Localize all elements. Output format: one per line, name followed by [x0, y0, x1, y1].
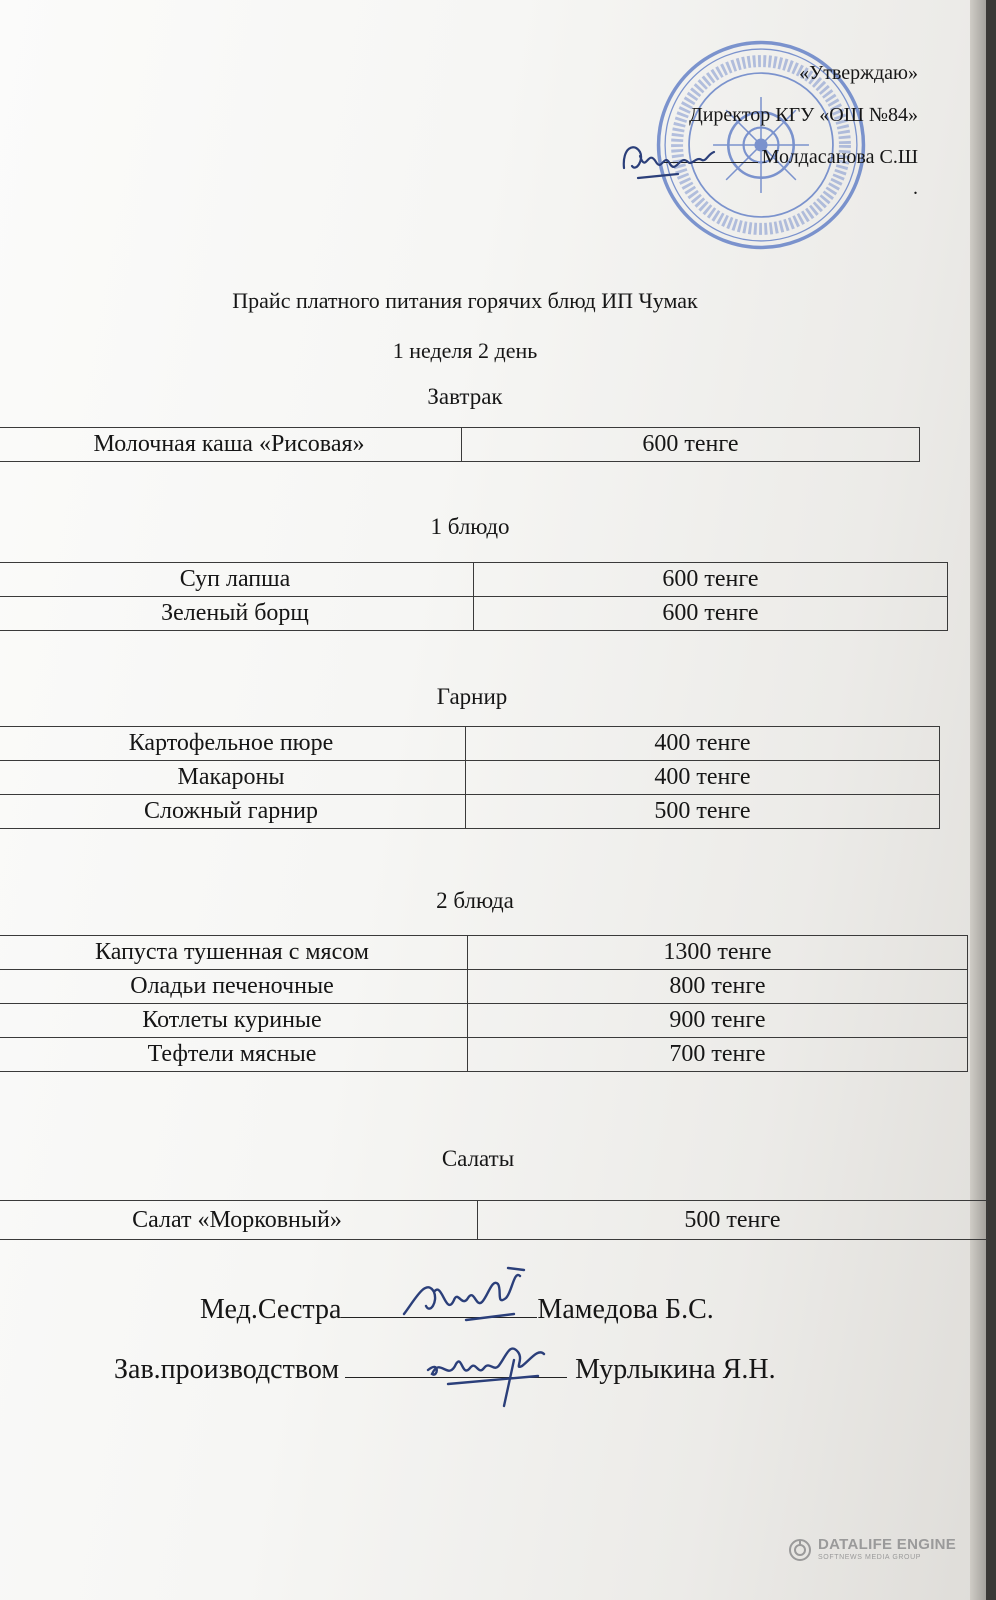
- item-name: Котлеты куриные: [0, 1004, 468, 1038]
- item-price: 500 тенге: [478, 1201, 988, 1240]
- item-name: Тефтели мясные: [0, 1038, 468, 1072]
- director-title: Директор КГУ «ОШ №84»: [689, 104, 918, 126]
- section-heading-breakfast: Завтрак: [427, 384, 503, 409]
- production-role: Зав.производством: [114, 1354, 340, 1385]
- production-name: Мурлыкина Я.Н.: [575, 1354, 776, 1385]
- table-breakfast: [0, 427, 920, 462]
- watermark-sub: SOFTNEWS MEDIA GROUP: [818, 1554, 922, 1561]
- section-heading-salads: Салаты: [441, 1146, 515, 1171]
- item-price: 400 тенге: [466, 761, 940, 795]
- table-row: [0, 727, 940, 761]
- item-name: Молочная каша «Рисовая»: [0, 428, 462, 462]
- production-signature: [418, 1330, 568, 1420]
- item-name: Сложный гарнир: [0, 795, 466, 829]
- table-garnish: [0, 726, 940, 829]
- item-price: 400 тенге: [466, 727, 940, 761]
- item-price: 900 тенге: [468, 1004, 968, 1038]
- watermark-name: DATALIFE ENGINE: [818, 1536, 957, 1553]
- director-name: Молдасанова С.Ш: [761, 146, 918, 168]
- table-row: [0, 597, 948, 631]
- datalife-logo-icon: [788, 1538, 812, 1562]
- item-name: Картофельное пюре: [0, 727, 466, 761]
- item-price: 500 тенге: [466, 795, 940, 829]
- page-subtitle: 1 неделя 2 день: [392, 338, 538, 363]
- section-heading-garnish: Гарнир: [436, 684, 508, 709]
- item-name: Капуста тушенная с мясом: [0, 936, 468, 970]
- item-name: Зеленый борщ: [0, 597, 474, 631]
- nurse-role: Мед.Сестра: [200, 1294, 342, 1325]
- section-heading-second-course: 2 блюда: [436, 888, 514, 913]
- item-price: 600 тенге: [462, 428, 920, 462]
- item-price: 700 тенге: [468, 1038, 968, 1072]
- item-price: 600 тенге: [474, 563, 948, 597]
- page-title: Прайс платного питания горячих блюд ИП Чумак: [232, 288, 698, 313]
- director-signature: [618, 134, 728, 190]
- table-salads: [0, 1200, 988, 1240]
- item-price: 800 тенге: [468, 970, 968, 1004]
- item-price: 600 тенге: [474, 597, 948, 631]
- table-row: [0, 1038, 968, 1072]
- nurse-signature: [396, 1258, 546, 1332]
- table-row: [0, 970, 968, 1004]
- table-row: [0, 795, 940, 829]
- table-row: [0, 563, 948, 597]
- background-beyond-page: [986, 0, 996, 1600]
- table-row: [0, 936, 968, 970]
- table-row: [0, 1201, 988, 1240]
- approval-dot: .: [913, 177, 918, 199]
- nurse-name: Мамедова Б.С.: [537, 1294, 714, 1325]
- item-price: 1300 тенге: [468, 936, 968, 970]
- table-row: [0, 428, 920, 462]
- item-name: Салат «Морковный»: [0, 1201, 478, 1240]
- table-second-course: [0, 935, 968, 1072]
- table-first-course: [0, 562, 948, 631]
- approval-heading: «Утверждаю»: [799, 62, 918, 84]
- table-row: [0, 761, 940, 795]
- item-name: Суп лапша: [0, 563, 474, 597]
- section-heading-first-course: 1 блюдо: [430, 514, 510, 539]
- table-row: [0, 1004, 968, 1038]
- item-name: Макароны: [0, 761, 466, 795]
- item-name: Оладьи печеночные: [0, 970, 468, 1004]
